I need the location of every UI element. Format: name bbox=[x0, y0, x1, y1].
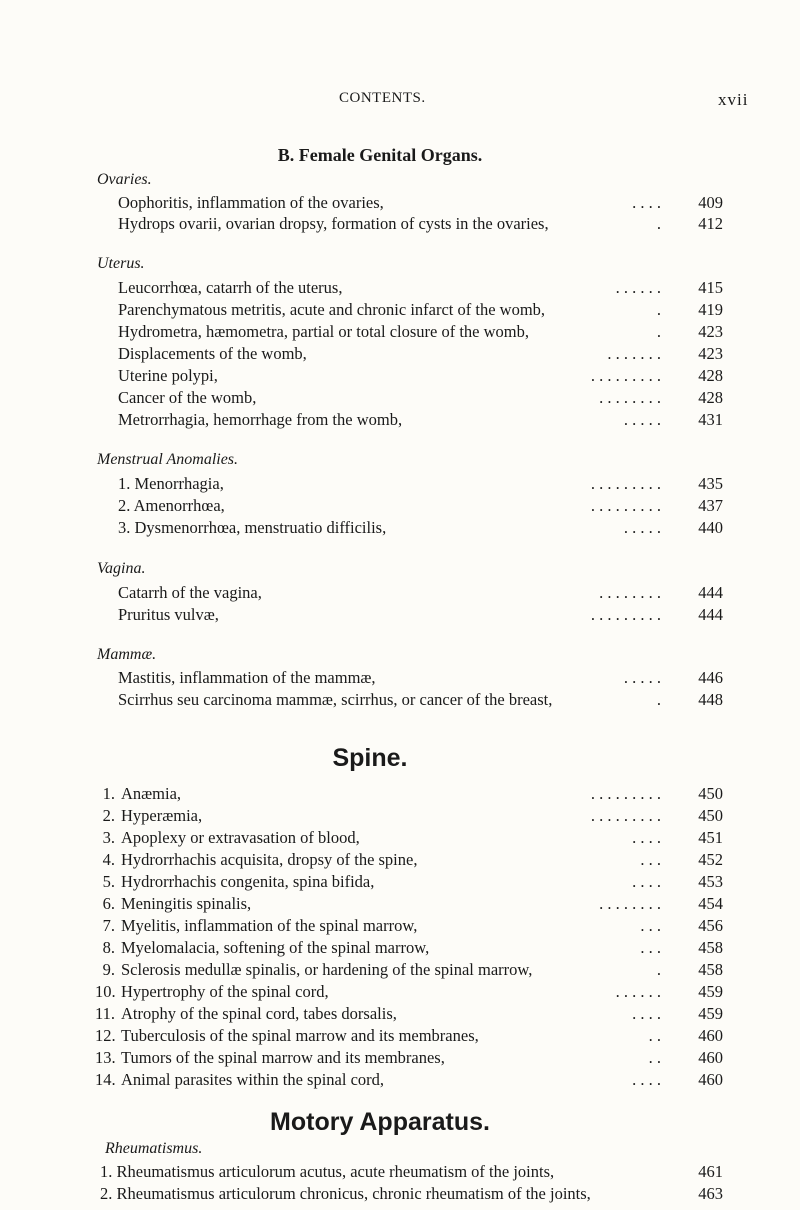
section-heading-spine: Spine. bbox=[332, 744, 408, 772]
entry-title: Hydrorrhachis congenita, spina bifida, bbox=[121, 872, 375, 891]
entry-page: 423 bbox=[698, 344, 723, 363]
toc-entry bbox=[118, 410, 723, 432]
entry-page: 452 bbox=[698, 850, 723, 869]
toc-entry bbox=[95, 1026, 723, 1048]
entry-leader: . . . . . . . . bbox=[599, 583, 661, 602]
entry-number: 4. bbox=[102, 850, 115, 869]
entry-leader: . . . bbox=[640, 916, 661, 935]
section-heading-female-genital: B. Female Genital Organs. bbox=[277, 145, 483, 165]
toc-entry bbox=[95, 1004, 723, 1026]
entry-title: Dysmenorrhœa, menstruatio difficilis, bbox=[134, 518, 387, 537]
entry-title: Animal parasites within the spinal cord, bbox=[121, 1070, 385, 1089]
entry-number: 1. bbox=[100, 1162, 113, 1181]
entry-leader: . bbox=[656, 300, 661, 319]
entry-title: Mastitis, inflammation of the mammæ, bbox=[118, 668, 376, 687]
entry-number: 7. bbox=[102, 916, 115, 935]
entry-title: Rheumatismus articulorum chronicus, chronic rheumatism of the joints, bbox=[116, 1184, 591, 1203]
entry-title: Menorrhagia, bbox=[134, 474, 224, 493]
entry-leader: . bbox=[656, 322, 661, 341]
entry-page: 423 bbox=[698, 322, 723, 341]
entry-page: 461 bbox=[698, 1162, 723, 1181]
subheading-uterus: Uterus. bbox=[97, 255, 145, 272]
toc-entry bbox=[118, 322, 723, 344]
entry-title: Hydrorrhachis acquisita, dropsy of the spine, bbox=[121, 850, 418, 869]
entry-leader: . . . . bbox=[632, 193, 661, 212]
subheading-mammae: Mammæ. bbox=[97, 646, 157, 663]
entry-page: 458 bbox=[698, 938, 723, 957]
entry-title: Sclerosis medullæ spinalis, or hardening of the spinal marrow, bbox=[121, 960, 533, 979]
toc-entry bbox=[118, 388, 723, 410]
toc-entry bbox=[95, 982, 723, 1004]
entry-number: 10. bbox=[95, 982, 116, 1001]
entry-title: Rheumatismus articulorum acutus, acute rheumatism of the joints, bbox=[116, 1162, 555, 1181]
entry-page: 409 bbox=[698, 193, 723, 212]
entry-leader: . . . . . . . . . bbox=[590, 806, 661, 825]
entry-title: Leucorrhœa, catarrh of the uterus, bbox=[118, 278, 343, 297]
toc-entry bbox=[95, 894, 723, 916]
entry-title: Metrorrhagia, hemorrhage from the womb, bbox=[118, 410, 403, 429]
entry-title: Cancer of the womb, bbox=[118, 388, 257, 407]
toc-entry bbox=[95, 806, 723, 828]
toc-entry bbox=[118, 583, 723, 605]
entry-page: 453 bbox=[698, 872, 723, 891]
entry-page: 458 bbox=[698, 960, 723, 979]
entry-leader: . . . . . bbox=[623, 668, 661, 687]
toc-entry bbox=[100, 1184, 723, 1206]
running-head-title: CONTENTS. bbox=[339, 90, 426, 106]
entry-title: Amenorrhœa, bbox=[133, 496, 225, 515]
entry-title: Myelomalacia, softening of the spinal marrow, bbox=[121, 938, 430, 957]
entry-number: 1. bbox=[118, 474, 131, 493]
entry-leader: . bbox=[656, 690, 661, 709]
entry-title: Hydrops ovarii, ovarian dropsy, formation of cysts in the ovaries, bbox=[118, 214, 549, 233]
entry-leader: . . . . bbox=[632, 1004, 661, 1023]
entry-page: 444 bbox=[698, 605, 723, 624]
entry-leader: . . . . . . . . . bbox=[590, 474, 661, 493]
subheading-ovaries: Ovaries. bbox=[97, 171, 152, 188]
entry-page: 460 bbox=[698, 1026, 723, 1045]
entry-title: Tumors of the spinal marrow and its membranes, bbox=[121, 1048, 445, 1067]
toc-entry bbox=[95, 828, 723, 850]
entry-leader: . . . . . . . . . bbox=[590, 784, 661, 803]
entry-title: Oophoritis, inflammation of the ovaries, bbox=[118, 193, 384, 212]
entry-page: 412 bbox=[698, 214, 723, 233]
entry-title: Pruritus vulvæ, bbox=[118, 605, 219, 624]
entry-leader: . . . bbox=[640, 938, 661, 957]
entry-number: 1. bbox=[102, 784, 115, 803]
entry-page: 435 bbox=[698, 474, 723, 493]
entry-page: 444 bbox=[698, 583, 723, 602]
entry-leader: . bbox=[656, 960, 661, 979]
running-head-page-number: xvii bbox=[718, 90, 749, 109]
entry-number: 6. bbox=[102, 894, 115, 913]
toc-entry bbox=[118, 474, 723, 496]
subheading-rheumatismus: Rheumatismus. bbox=[105, 1140, 203, 1157]
entry-page: 440 bbox=[698, 518, 723, 537]
entry-title: Atrophy of the spinal cord, tabes dorsalis, bbox=[121, 1004, 397, 1023]
toc-entry bbox=[95, 1048, 723, 1070]
toc-entry bbox=[95, 1070, 723, 1092]
entry-page: 428 bbox=[698, 388, 723, 407]
entry-title: Scirrhus seu carcinoma mammæ, scirrhus, or cancer of the breast, bbox=[118, 690, 553, 709]
entry-leader: . . bbox=[648, 1026, 661, 1045]
toc-entry bbox=[118, 300, 723, 322]
entry-title: Hydrometra, hæmometra, partial or total closure of the womb, bbox=[118, 322, 530, 341]
entry-leader: . bbox=[656, 214, 661, 233]
entry-number: 2. bbox=[102, 806, 115, 825]
entry-leader: . . . . . . . . bbox=[599, 388, 661, 407]
subheading-menstrual-anomalies: Menstrual Anomalies. bbox=[97, 451, 239, 468]
entry-number: 2. bbox=[118, 496, 131, 515]
entry-title: Hyperæmia, bbox=[121, 806, 203, 825]
entry-page: 454 bbox=[698, 894, 723, 913]
entry-number: 12. bbox=[95, 1026, 116, 1045]
toc-entry bbox=[118, 214, 723, 236]
entry-title: Anæmia, bbox=[121, 784, 182, 803]
entry-page: 431 bbox=[698, 410, 723, 429]
entry-title: Apoplexy or extravasation of blood, bbox=[121, 828, 360, 847]
entry-leader: . . . . . bbox=[623, 410, 661, 429]
entry-leader: . . . . . . . bbox=[607, 344, 661, 363]
entry-number: 14. bbox=[95, 1070, 116, 1089]
entry-leader: . . bbox=[648, 1048, 661, 1067]
entry-page: 450 bbox=[698, 806, 723, 825]
entry-title: Uterine polypi, bbox=[118, 366, 218, 385]
running-head bbox=[0, 90, 800, 114]
entry-leader: . . . . bbox=[632, 872, 661, 891]
entry-leader: . . . . . . . . bbox=[599, 894, 661, 913]
entry-title: Tuberculosis of the spinal marrow and its membranes, bbox=[121, 1026, 479, 1045]
subheading-vagina: Vagina. bbox=[97, 560, 146, 577]
entry-number: 3. bbox=[102, 828, 115, 847]
section-heading-motory-apparatus: Motory Apparatus. bbox=[270, 1108, 490, 1136]
toc-entry bbox=[118, 278, 723, 300]
entry-page: 460 bbox=[698, 1070, 723, 1089]
toc-entry bbox=[118, 668, 723, 690]
entry-page: 450 bbox=[698, 784, 723, 803]
toc-entry bbox=[95, 960, 723, 982]
toc-entry bbox=[100, 1162, 723, 1184]
entry-title: Meningitis spinalis, bbox=[121, 894, 252, 913]
entry-page: 459 bbox=[698, 982, 723, 1001]
toc-entry bbox=[118, 496, 723, 518]
entry-page: 463 bbox=[698, 1184, 723, 1203]
entry-number: 9. bbox=[102, 960, 115, 979]
entry-page: 456 bbox=[698, 916, 723, 935]
entry-title: Myelitis, inflammation of the spinal marrow, bbox=[121, 916, 418, 935]
entry-number: 8. bbox=[102, 938, 115, 957]
entry-page: 451 bbox=[698, 828, 723, 847]
entry-title: Parenchymatous metritis, acute and chronic infarct of the womb, bbox=[118, 300, 546, 319]
toc-entry bbox=[118, 605, 723, 627]
entry-leader: . . . . . . . . . bbox=[590, 366, 661, 385]
entry-number: 2. bbox=[100, 1184, 113, 1203]
toc-entry bbox=[118, 366, 723, 388]
toc-entry bbox=[118, 193, 723, 215]
entry-page: 460 bbox=[698, 1048, 723, 1067]
entry-leader: . . . . bbox=[632, 828, 661, 847]
toc-entry bbox=[118, 690, 723, 712]
entry-page: 446 bbox=[698, 668, 723, 687]
toc-entry bbox=[95, 938, 723, 960]
toc-entry bbox=[118, 344, 723, 366]
toc-entry bbox=[95, 872, 723, 894]
entry-number: 5. bbox=[102, 872, 115, 891]
entry-title: Displacements of the womb, bbox=[118, 344, 307, 363]
entry-number: 3. bbox=[118, 518, 131, 537]
entry-page: 448 bbox=[698, 690, 723, 709]
entry-number: 11. bbox=[95, 1004, 116, 1023]
entry-number: 13. bbox=[95, 1048, 116, 1067]
entry-page: 459 bbox=[698, 1004, 723, 1023]
toc-entry bbox=[118, 518, 723, 540]
entry-leader: . . . . . bbox=[623, 518, 661, 537]
entry-leader: . . . . . . . . . bbox=[590, 605, 661, 624]
toc-entry bbox=[95, 784, 723, 806]
entry-leader: . . . bbox=[640, 850, 661, 869]
entry-page: 415 bbox=[698, 278, 723, 297]
toc-entry bbox=[95, 916, 723, 938]
entry-page: 419 bbox=[698, 300, 723, 319]
toc-entry bbox=[95, 850, 723, 872]
entry-leader: . . . . . . bbox=[615, 982, 661, 1001]
entry-page: 428 bbox=[698, 366, 723, 385]
entry-title: Catarrh of the vagina, bbox=[118, 583, 262, 602]
entry-page: 437 bbox=[698, 496, 723, 515]
entry-leader: . . . . bbox=[632, 1070, 661, 1089]
entry-leader: . . . . . . . . . bbox=[590, 496, 661, 515]
entry-leader: . . . . . . bbox=[615, 278, 661, 297]
entry-title: Hypertrophy of the spinal cord, bbox=[121, 982, 329, 1001]
